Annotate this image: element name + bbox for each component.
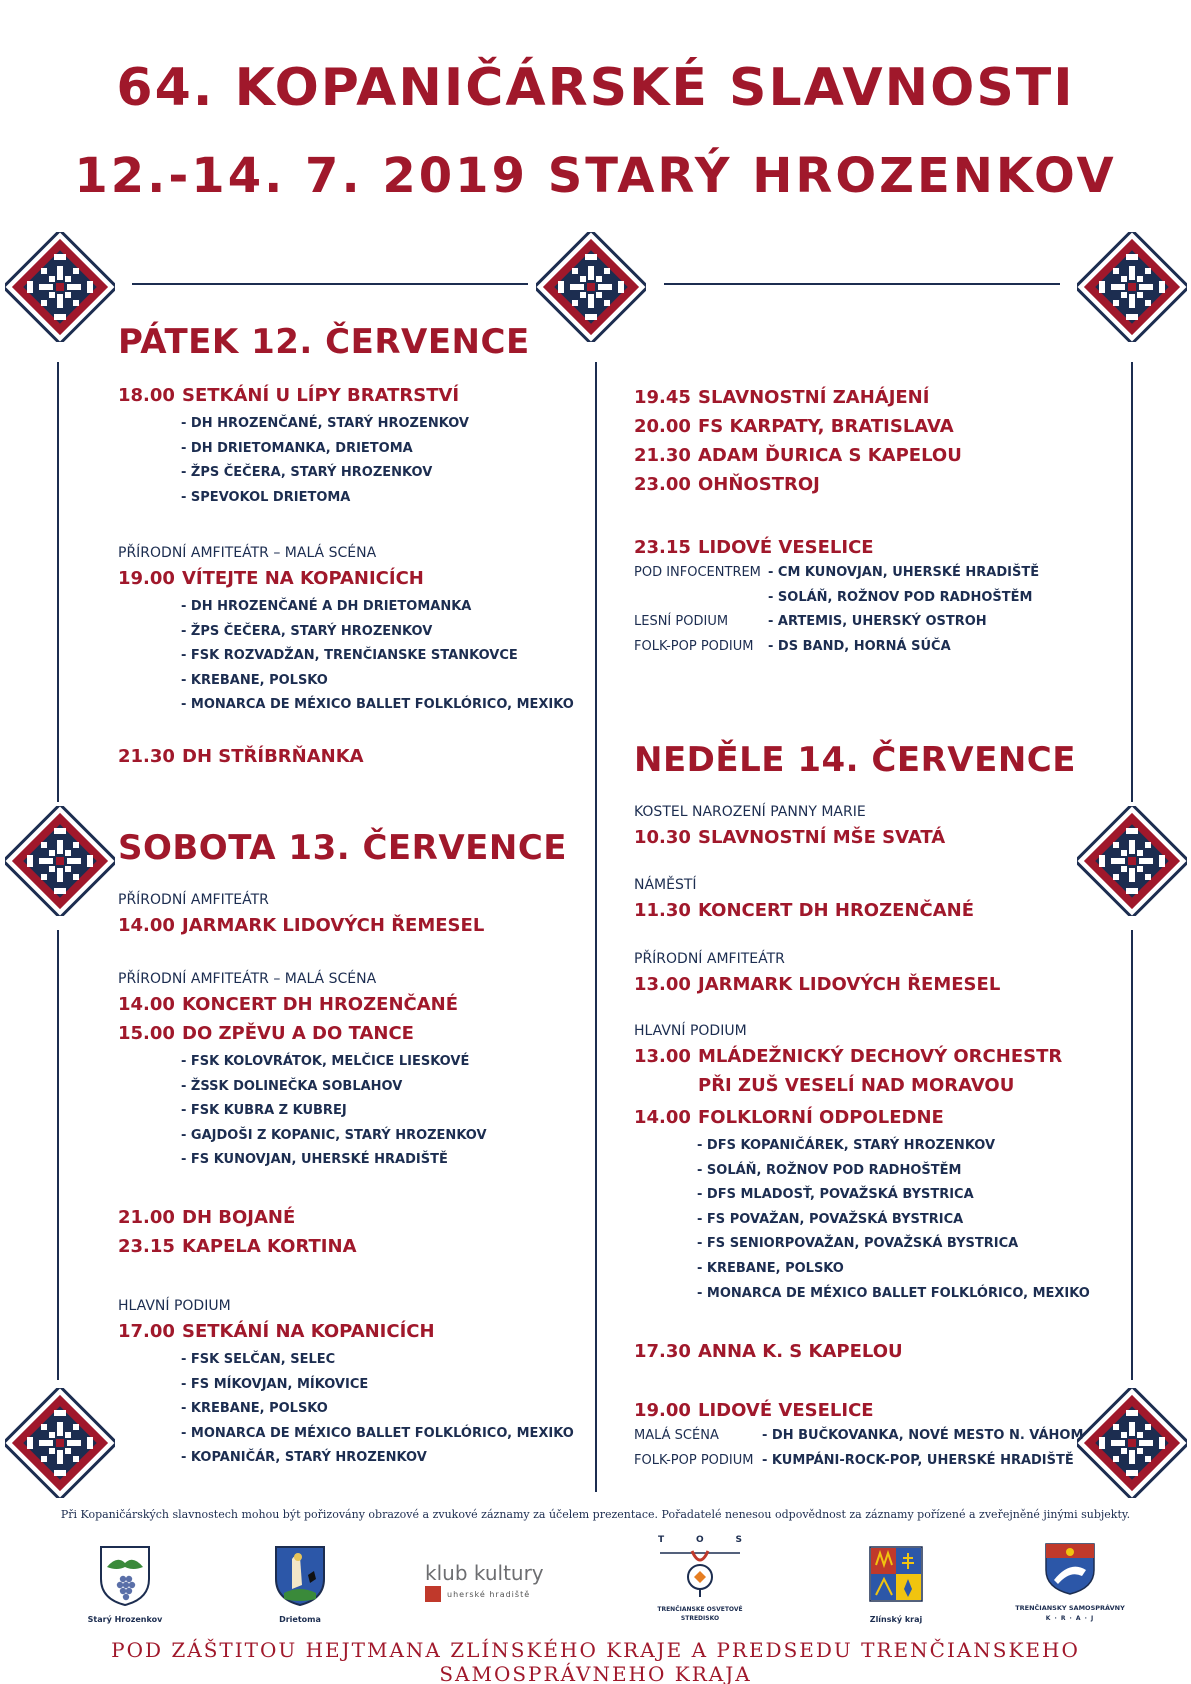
klub-kultury-mark-icon [425,1586,441,1602]
event-time: 10.30 [634,827,691,848]
event-time: 19.00 [634,1400,691,1421]
event-time: 18.00 [118,385,175,406]
day-heading-sunday: NEDĚLE 14. ČERVENCE [634,740,1076,780]
logo-klub-kultury [425,1562,565,1602]
event [118,567,574,590]
stage-row [634,610,1039,635]
event-title-line-1: MLÁDEŽNICKÝ DECHOVÝ ORCHESTR [698,1046,1063,1067]
performer: - KREBANE, POLSKO [697,1260,844,1276]
event [634,1399,1083,1422]
stage-row [634,586,1039,611]
event-time: 23.00 [634,474,691,495]
event-time: 17.30 [634,1341,691,1362]
divider-top-right [664,283,1060,285]
event-title: VÍTEJTE NA KOPANICÍCH [182,568,424,589]
event [118,914,484,937]
event-title: JARMARK LIDOVÝCH ŘEMESEL [698,974,1001,995]
event-title: LIDOVÉ VESELICE [698,537,874,558]
event-time: 21.30 [634,445,691,466]
logo-letters [658,1535,742,1545]
stage-row [634,561,1039,586]
event-title: FS KARPATY, BRATISLAVA [698,416,954,437]
event [634,536,1039,559]
venue-label: KOSTEL NAROZENÍ PANNY MARIE [634,804,866,820]
event-time: 21.30 [118,746,175,767]
event-time: 19.45 [634,387,691,408]
friday-block-2 [118,544,574,718]
logo-caption: TRENČIANSKY SAMOSPRÁVNY [1015,1604,1125,1612]
event [634,1045,1090,1100]
performer-list [181,1050,487,1173]
stage-label: FOLK-POP PODIUM [634,1452,754,1468]
performer: - ŽPS ČEČERA, STARÝ HROZENKOV [181,465,433,481]
divider-left-lower [57,930,59,1380]
folk-ornament-icon [5,232,115,342]
logo-letter: O [696,1535,704,1545]
logo-letter: T [658,1535,665,1545]
divider-left-upper [57,362,59,802]
event-time: 14.00 [118,915,175,936]
event [118,1320,574,1343]
logo-caption: Zlínský kraj [869,1615,923,1624]
event-title: OHŇOSTROJ [698,474,820,495]
sunday-block-4 [634,1022,1090,1306]
divider-right-lower [1131,930,1133,1380]
venue-label: PŘÍRODNÍ AMFITEÁTR – MALÁ SCÉNA [118,545,377,561]
event [634,444,962,467]
stage-row [634,1449,1083,1474]
event-time: 15.00 [118,1023,175,1044]
event-title: FOLKLORNÍ ODPOLEDNE [698,1107,944,1128]
event-title: SETKÁNÍ NA KOPANICÍCH [182,1321,435,1342]
venue-label: PŘÍRODNÍ AMFITEÁTR – MALÁ SCÉNA [118,971,377,987]
logo-caption-sub: K · R · A · J [1045,1615,1095,1622]
sunday-block-3 [634,950,1000,1002]
performer-list [181,595,574,718]
performer: - SPEVOKOL DRIETOMA [181,489,351,505]
performer: - FS KUNOVJAN, UHERSKÉ HRADIŠTĚ [181,1152,448,1168]
event [634,473,962,496]
performer: - FS POVAŽAN, POVAŽSKÁ BYSTRICA [697,1211,964,1227]
performer: - DH BUČKOVANKA, NOVÉ MESTO N. VÁHOM [762,1428,1084,1443]
sunday-block-1 [634,803,945,855]
day-heading-friday: PÁTEK 12. ČERVENCE [118,322,530,362]
coat-of-arms-icon [1042,1540,1098,1596]
event [634,386,962,409]
performer: - DS BAND, HORNÁ SÚČA [768,638,951,654]
logo-drietoma [240,1545,360,1624]
performer: - FSK ROZVADŽAN, TRENČIANSKE STANKOVCE [181,648,518,664]
divider-right-upper [1131,362,1133,802]
event [634,415,962,438]
performer-list [697,1134,1090,1306]
event-title: DH STŘÍBRŇANKA [182,746,364,767]
saturday-block-2 [118,970,487,1173]
logo-caption: Drietoma [279,1615,321,1624]
event-title: JARMARK LIDOVÝCH ŘEMESEL [182,915,485,936]
stage-row [634,635,1039,660]
logo-caption: Starý Hrozenkov [87,1615,163,1624]
performer: - FS MÍKOVJAN, MÍKOVICE [181,1376,369,1392]
folk-figure-icon [658,1545,742,1597]
logo-zlinsky-kraj [836,1545,956,1624]
performer: - DFS MLADOSŤ, POVAŽSKÁ BYSTRICA [697,1187,974,1203]
folk-ornament-icon [5,806,115,916]
folk-ornament-icon [5,1388,115,1498]
page-title: 64. KOPANIČÁRSKÉ SLAVNOSTI [116,58,1075,118]
friday-block-3 [118,745,364,774]
event-title [698,1042,1062,1100]
event [118,1206,357,1229]
event-title: SLAVNOSTNÍ MŠE SVATÁ [698,827,946,848]
folk-ornament-icon [1077,806,1187,916]
event [634,973,1000,996]
performer: - KOPANIČÁR, STARÝ HROZENKOV [181,1450,427,1466]
performer: - ARTEMIS, UHERSKÝ OSTROH [768,614,987,630]
venue-label: PŘÍRODNÍ AMFITEÁTR [634,951,785,967]
performer: - DH DRIETOMANKA, DRIETOMA [181,440,413,456]
performer: - KUMPÁNI-ROCK-POP, UHERSKÉ HRADIŠTĚ [762,1452,1074,1468]
friday-block-1 [118,384,469,510]
event [118,993,487,1016]
event [634,826,945,849]
performer-list [181,412,469,510]
coat-of-arms-icon [868,1545,924,1607]
event-title: KONCERT DH HROZENČANÉ [182,994,459,1015]
event-time: 19.00 [118,568,175,589]
logo-subline: uherské hradiště [447,1589,531,1599]
stage-row [634,1424,1083,1449]
event [634,1340,903,1363]
logo-trencianske-osvetove-stredisko [640,1535,760,1623]
event-title: SETKÁNÍ U LÍPY BRATRSTVÍ [182,385,460,406]
performer: - MONARCA DE MÉXICO BALLET FOLKLÓRICO, MEXIKO [181,697,574,713]
event-time: 14.00 [634,1107,691,1128]
friday-block-4 [634,386,962,502]
divider-top-left [132,283,528,285]
event-title: LIDOVÉ VESELICE [698,1400,874,1421]
performer: - DH HROZENČANÉ, STARÝ HROZENKOV [181,416,469,431]
venue-label: PŘÍRODNÍ AMFITEÁTR [118,892,269,908]
performer-list [181,1348,574,1471]
performer: - FSK SELČAN, SELEC [181,1352,336,1367]
friday-block-5 [634,536,1039,659]
performer: - SOLÁŇ, ROŽNOV POD RADHOŠTĚM [697,1162,962,1178]
stage-label [634,586,768,611]
event-title: DH BOJANÉ [182,1207,296,1228]
performer: - KREBANE, POLSKO [181,672,328,688]
event-title: KONCERT DH HROZENČANÉ [698,900,975,921]
page-subtitle: 12.-14. 7. 2019 STARÝ HROZENKOV [74,148,1117,204]
saturday-block-3 [118,1206,357,1264]
performer: - ŽPS ČEČERA, STARÝ HROZENKOV [181,623,433,639]
event [118,384,469,407]
event-time: 13.00 [634,1046,691,1067]
event-time: 20.00 [634,416,691,437]
performer: - KREBANE, POLSKO [181,1401,328,1417]
coat-of-arms-icon [274,1545,326,1607]
event-title: ANNA K. S KAPELOU [698,1341,903,1362]
performer: - CM KUNOVJAN, UHERSKÉ HRADIŠTĚ [768,565,1040,580]
event-title: ADAM ĎURICA S KAPELOU [698,445,962,466]
logo-trenciansky-samospravny-kraj [1010,1540,1130,1623]
performer: - MONARCA DE MÉXICO BALLET FOLKLÓRICO, MEXIKO [181,1425,574,1441]
performer: - ŽSSK DOLINEČKA SOBLAHOV [181,1078,403,1094]
performer: - SOLÁŇ, ROŽNOV POD RADHOŠTĚM [768,589,1033,605]
event-time: 23.15 [634,537,691,558]
event-title: DO ZPĚVU A DO TANCE [182,1023,414,1044]
venue-label: HLAVNÍ PODIUM [118,1298,231,1314]
saturday-block-1 [118,891,484,943]
stage-label: FOLK-POP PODIUM [634,638,754,654]
folk-ornament-icon [1077,232,1187,342]
event-time: 13.00 [634,974,691,995]
sunday-block-2 [634,876,974,928]
logo-stary-hrozenkov [65,1545,185,1624]
stage-label: MALÁ SCÉNA [634,1428,719,1443]
disclaimer-text: Při Kopaničárských slavnostech mohou být pořizovány obrazové a zvukové záznamy za účelem prezentace. Pořadatelé nenesou odpovědnost za záznamy pořízené a zveřejněné jinými subjekty. [60,1508,1131,1521]
event-time: 11.30 [634,900,691,921]
divider-center [595,362,597,1492]
event-time: 21.00 [118,1207,175,1228]
day-heading-saturday: SOBOTA 13. ČERVENCE [118,828,568,868]
sunday-block-6 [634,1399,1083,1473]
logo-letter: S [735,1535,742,1545]
folk-ornament-icon [536,232,646,342]
stage-label: LESNÍ PODIUM [634,614,729,630]
event-title: SLAVNOSTNÍ ZAHÁJENÍ [698,387,930,408]
event-title-line-2: PŘI ZUŠ VESELÍ NAD MORAVOU [698,1075,1015,1096]
event [634,1106,1090,1129]
performer: - DH HROZENČANÉ A DH DRIETOMANKA [181,599,472,614]
performer: - DFS KOPANIČÁREK, STARÝ HROZENKOV [697,1138,996,1153]
folk-ornament-icon [1077,1388,1187,1498]
event [118,1235,357,1258]
event-time: 17.00 [118,1321,175,1342]
patronage-footer: POD ZÁŠTITOU HEJTMANA ZLÍNSKÉHO KRAJE A PREDSEDU TRENČIANSKEHO SAMOSPRÁVNEHO KRAJA [111,1638,1080,1684]
performer: - FSK KOLOVRÁTOK, MELČICE LIESKOVÉ [181,1054,470,1069]
stage-label: POD INFOCENTREM [634,565,761,580]
event-time: 14.00 [118,994,175,1015]
performer: - MONARCA DE MÉXICO BALLET FOLKLÓRICO, MEXIKO [697,1285,1090,1301]
venue-label: NÁMĚSTÍ [634,877,697,893]
event [118,1022,487,1045]
saturday-block-4 [118,1297,574,1471]
event [118,745,364,768]
sunday-block-5 [634,1340,903,1369]
performer: - FSK KUBRA Z KUBREJ [181,1103,347,1119]
event-time: 23.15 [118,1236,175,1257]
logo-wordmark: klub kultury [425,1561,544,1585]
logo-caption: TRENČIANSKE OSVETOVÉ STREDISKO [657,1606,743,1622]
venue-label: HLAVNÍ PODIUM [634,1023,747,1039]
coat-of-arms-icon [99,1545,151,1607]
event [634,899,974,922]
performer: - GAJDOŠI Z KOPANIC, STARÝ HROZENKOV [181,1127,487,1143]
event-title: KAPELA KORTINA [182,1236,357,1257]
performer: - FS SENIORPOVAŽAN, POVAŽSKÁ BYSTRICA [697,1236,1019,1252]
